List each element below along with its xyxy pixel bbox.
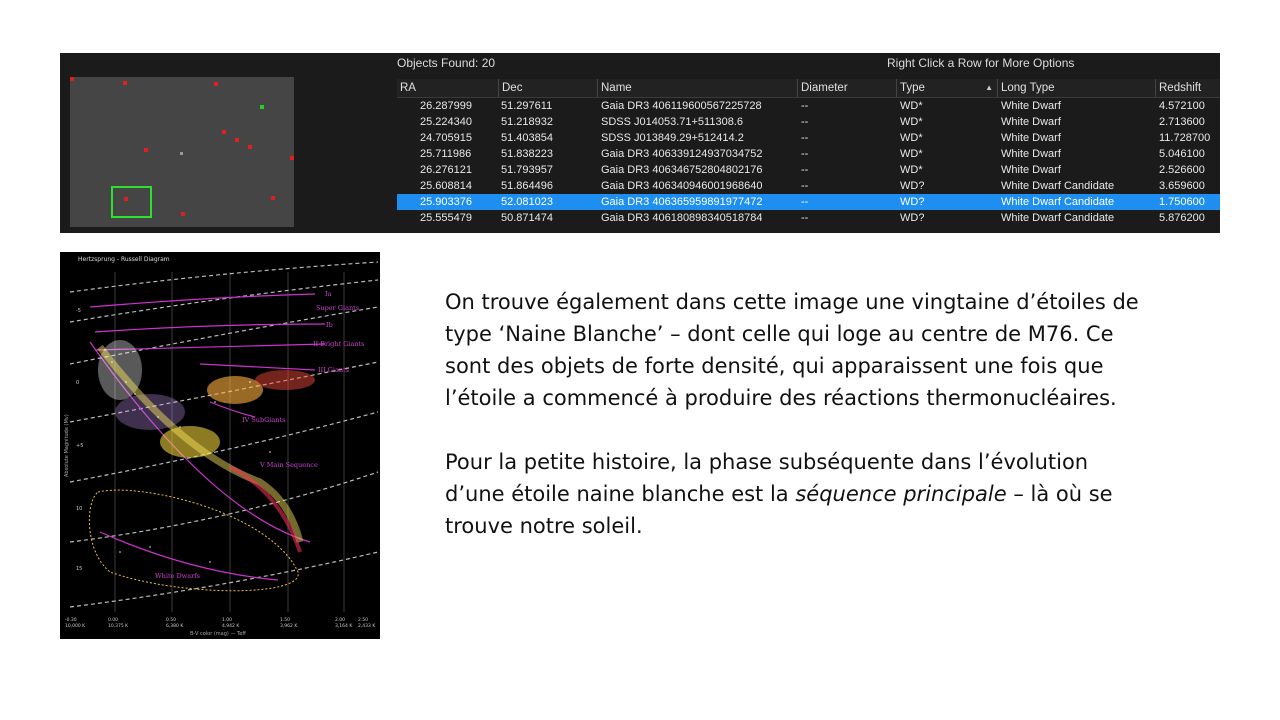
status-bar <box>397 53 1220 73</box>
table-row[interactable] <box>397 130 1220 146</box>
cell-diameter: -- <box>801 100 809 112</box>
hr-y-tick: +5 <box>76 443 84 449</box>
column-header-diameter[interactable]: Diameter <box>797 79 896 97</box>
cell-type: WD* <box>900 100 923 112</box>
cell-type: WD? <box>900 180 925 192</box>
cell-name: SDSS J014053.71+511308.6 <box>601 116 743 128</box>
hr-region-label: II Bright Giants <box>313 340 365 348</box>
objects-found-count: Objects Found: 20 <box>397 56 496 70</box>
paragraph-2 <box>445 446 1145 542</box>
hr-title: Hertzsprung - Russell Diagram <box>78 256 170 263</box>
hr-y-tick: 0 <box>76 380 80 386</box>
cell-type: WD* <box>900 164 923 176</box>
cell-long-type: White Dwarf <box>1001 148 1061 160</box>
cell-dec: 51.297611 <box>501 100 553 112</box>
object-marker[interactable] <box>181 212 185 216</box>
object-marker-selected[interactable] <box>260 105 264 109</box>
paragraph-1: On trouve également dans cette image une vingtaine d’étoiles de type ‘Naine Blanche’ – dont celle qui loge au centre de M76. Ce sont des objets de forte densité, qui apparaissent une fois que l’étoile a commencé à produire des réactions thermonucléaires. <box>445 290 1139 410</box>
cell-long-type: White Dwarf Candidate <box>1001 180 1115 192</box>
hr-x-tick: 1.50 <box>280 618 291 623</box>
column-header-name[interactable]: Name <box>597 79 797 97</box>
table-row[interactable] <box>397 162 1220 178</box>
cell-diameter: -- <box>801 212 809 224</box>
cell-dec: 52.081023 <box>501 196 553 208</box>
cell-type: WD* <box>900 148 923 160</box>
cell-diameter: -- <box>801 116 809 128</box>
cell-redshift: 3.659600 <box>1159 180 1205 192</box>
cell-redshift: 1.750600 <box>1159 196 1205 208</box>
cell-name: Gaia DR3 406119600567225728 <box>601 100 762 112</box>
cell-name: Gaia DR3 406339124937034752 <box>601 148 763 160</box>
cell-name: Gaia DR3 406365959891977472 <box>601 196 763 208</box>
cell-redshift: 4.572100 <box>1159 100 1205 112</box>
object-marker[interactable] <box>290 156 294 160</box>
cell-type: WD* <box>900 132 923 144</box>
hr-x-tick-temp: 3,164 K <box>335 624 353 629</box>
image-thumbnail[interactable] <box>70 77 294 227</box>
objects-panel <box>60 53 1220 233</box>
cell-dec: 51.218932 <box>501 116 553 128</box>
cell-ra: 25.555479 <box>420 212 472 224</box>
object-marker[interactable] <box>222 130 226 134</box>
hr-region-label: IV SubGiants <box>242 416 286 424</box>
cell-dec: 50.871474 <box>501 212 553 224</box>
hr-x-tick: 2.50 <box>358 618 369 623</box>
slide-text <box>445 286 1145 542</box>
cell-name: SDSS J013849.29+512414.2 <box>601 132 744 144</box>
object-marker[interactable] <box>248 145 252 149</box>
hr-x-tick-temp: 6,380 K <box>166 624 184 629</box>
hr-region-label: V Main Sequence <box>260 461 318 469</box>
hr-diagram-image <box>60 252 380 639</box>
hr-region-label: Ib <box>326 321 333 329</box>
hr-y-tick: 15 <box>76 566 83 572</box>
hr-x-tick-temp: 3,962 K <box>280 624 298 629</box>
cell-ra: 25.711986 <box>420 148 472 160</box>
object-marker[interactable] <box>123 81 127 85</box>
object-marker[interactable] <box>271 196 275 200</box>
cell-ra: 25.224340 <box>420 116 472 128</box>
hr-y-label: Absolute Magnitude (Mv) <box>64 414 70 477</box>
cell-long-type: White Dwarf <box>1001 116 1061 128</box>
table-row[interactable] <box>397 210 1220 226</box>
cell-redshift: 5.876200 <box>1159 212 1205 224</box>
hr-x-tick: 0.00 <box>108 618 119 623</box>
object-marker[interactable] <box>144 148 148 152</box>
cell-name: Gaia DR3 406340946001968640 <box>601 180 763 192</box>
table-row[interactable] <box>397 114 1220 130</box>
hr-x-tick: 1.00 <box>222 618 233 623</box>
object-marker[interactable] <box>235 138 239 142</box>
paragraph-2-italic: séquence principale <box>795 482 1007 506</box>
hr-x-tick: -0.30 <box>65 618 77 623</box>
context-hint: Right Click a Row for More Options <box>887 56 1075 70</box>
hr-y-tick: 10 <box>76 506 83 512</box>
cell-dec: 51.838223 <box>501 148 553 160</box>
hr-x-tick-temp: 4,942 K <box>222 624 240 629</box>
sort-ascending-icon: ▲ <box>985 83 993 92</box>
hr-y-tick: -5 <box>76 308 81 314</box>
table-row-selected[interactable] <box>397 194 1220 210</box>
hr-region-label: Super Giants <box>316 304 360 312</box>
column-header-type[interactable] <box>896 79 997 97</box>
cell-long-type: White Dwarf <box>1001 164 1061 176</box>
paragraph-2-start: Pour la petite histoire, la phase subséquente dans l’évolution d’une étoile naine blanche est la <box>445 450 1089 506</box>
table-row[interactable] <box>397 98 1220 114</box>
hr-x-tick-temp: 2,433 K <box>358 624 376 629</box>
cell-ra: 25.608814 <box>420 180 472 192</box>
cell-redshift: 2.713600 <box>1159 116 1205 128</box>
hr-x-tick: 0.50 <box>166 618 177 623</box>
hr-region-label: III Giants <box>318 366 350 374</box>
cell-name: Gaia DR3 406180898340518784 <box>601 212 763 224</box>
hr-x-tick: 2.00 <box>335 618 346 623</box>
cell-diameter: -- <box>801 164 809 176</box>
hr-region-label: White Dwarfs <box>155 572 200 580</box>
cell-redshift: 11.728700 <box>1159 132 1211 144</box>
object-marker[interactable] <box>214 82 218 86</box>
table-header <box>397 79 1220 98</box>
column-header-dec[interactable]: Dec <box>498 79 597 97</box>
cell-type: WD? <box>900 212 925 224</box>
cell-ra: 24.705915 <box>420 132 472 144</box>
cell-ra: 25.903376 <box>420 196 472 208</box>
cell-long-type: White Dwarf Candidate <box>1001 212 1115 224</box>
cell-redshift: 2.526600 <box>1159 164 1205 176</box>
cell-diameter: -- <box>801 132 809 144</box>
column-header-long-type[interactable]: Long Type <box>997 79 1155 97</box>
column-header-ra[interactable]: RA <box>400 82 416 94</box>
column-header-type-label: Type <box>900 82 925 94</box>
cell-diameter: -- <box>801 196 809 208</box>
cell-type: WD? <box>900 196 925 208</box>
table-row[interactable] <box>397 178 1220 194</box>
cell-ra: 26.276121 <box>420 164 472 176</box>
cell-long-type: White Dwarf <box>1001 132 1061 144</box>
hr-x-tick-temp: 10,000 K <box>65 624 86 629</box>
cell-type: WD* <box>900 116 923 128</box>
column-header-redshift[interactable]: Redshift <box>1155 79 1220 97</box>
cell-dec: 51.793957 <box>501 164 553 176</box>
cell-redshift: 5.046100 <box>1159 148 1205 160</box>
hr-region-label: Ia <box>325 290 332 298</box>
cell-dec: 51.864496 <box>501 180 553 192</box>
cell-diameter: -- <box>801 148 809 160</box>
cell-dec: 51.403854 <box>501 132 553 144</box>
cell-diameter: -- <box>801 180 809 192</box>
object-marker[interactable] <box>70 77 74 81</box>
hr-x-tick-temp: 10,375 K <box>108 624 129 629</box>
cell-name: Gaia DR3 406346752804802176 <box>601 164 763 176</box>
paragraph-2-end: – là où se trouve notre soleil. <box>445 482 1113 538</box>
cell-ra: 26.287999 <box>420 100 472 112</box>
table-row[interactable] <box>397 146 1220 162</box>
objects-table <box>397 79 1220 233</box>
hr-x-label: B-V color (mag) — Teff <box>190 631 246 637</box>
cell-long-type: White Dwarf Candidate <box>1001 196 1115 208</box>
selection-box <box>111 186 152 218</box>
nebula-star <box>180 152 183 155</box>
cell-long-type: White Dwarf <box>1001 100 1061 112</box>
